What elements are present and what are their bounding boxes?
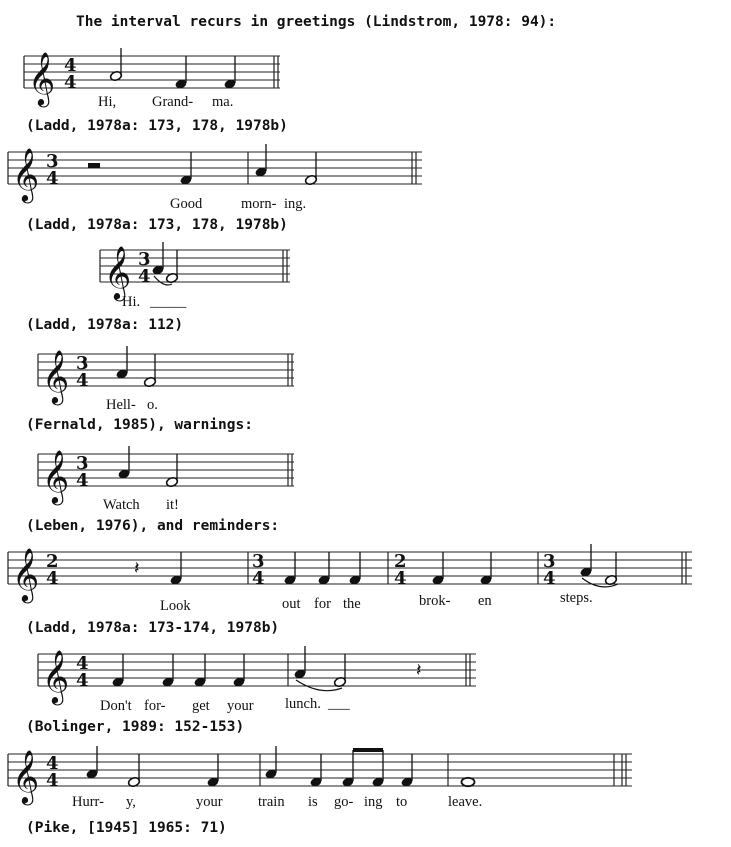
svg-text:2: 2	[394, 551, 407, 572]
lyric-syllable: y,	[126, 794, 136, 810]
music-staff-good-morning	[8, 138, 428, 201]
lyric-syllable: for	[314, 596, 331, 612]
treble-clef-icon: 𝄞	[28, 51, 56, 105]
lyric-syllable: Hi,	[98, 94, 117, 110]
citation: (Ladd, 1978a: 173, 178, 1978b)	[26, 217, 288, 233]
lyric-syllable: o.	[147, 397, 158, 413]
svg-text:4: 4	[138, 266, 151, 287]
treble-clef-icon: 𝄞	[12, 147, 40, 201]
half-rest-icon	[88, 163, 100, 168]
svg-text:4: 4	[46, 770, 59, 791]
quarter-rest-icon: 𝄽	[416, 660, 422, 681]
citation: (Leben, 1976), and reminders:	[26, 518, 280, 534]
music-staff-forget-lunch	[38, 640, 483, 703]
lyric-syllable: leave.	[448, 794, 483, 810]
svg-text:4: 4	[46, 168, 59, 189]
lyric-syllable: it!	[166, 497, 179, 513]
lyric-syllable: Don't	[100, 698, 132, 714]
citation: (Ladd, 1978a: 173-174, 1978b)	[26, 620, 280, 636]
svg-text:4: 4	[46, 568, 59, 589]
lyric-syllable: out	[282, 596, 301, 612]
music-staff-hello	[38, 340, 300, 403]
music-staff-watch-it	[38, 440, 300, 503]
svg-text:3: 3	[252, 551, 265, 572]
svg-text:3: 3	[76, 453, 89, 474]
treble-clef-icon: 𝄞	[12, 749, 40, 803]
lyric-syllable: brok-	[419, 593, 451, 609]
quarter-rest-icon: 𝄽	[134, 558, 140, 579]
lyric-syllable: your	[227, 698, 254, 714]
lyric-syllable: Grand-	[152, 94, 194, 110]
svg-text:4: 4	[64, 55, 77, 76]
svg-text:2: 2	[46, 551, 59, 572]
svg-text:4: 4	[64, 72, 77, 93]
slur	[582, 578, 618, 587]
treble-clef-icon: 𝄞	[42, 649, 70, 703]
citation: (Bolinger, 1989: 152-153)	[26, 719, 245, 735]
lyric-syllable: lunch.	[285, 696, 321, 712]
lyric-extender: _____	[150, 294, 187, 310]
music-staff-hi	[100, 236, 300, 299]
lyric-syllable: go-	[334, 794, 354, 810]
lyric-syllable: Hurr-	[72, 794, 104, 810]
lyric-syllable: Hi.	[122, 294, 141, 310]
lyric-syllable: Look	[160, 598, 191, 614]
lyric-syllable: Good	[170, 196, 203, 212]
treble-clef-icon: 𝄞	[42, 349, 70, 403]
citation: (Fernald, 1985), warnings:	[26, 417, 253, 433]
svg-text:4: 4	[394, 568, 407, 589]
lyric-syllable: for-	[144, 698, 166, 714]
svg-text:3: 3	[76, 353, 89, 374]
svg-text:4: 4	[46, 753, 59, 774]
svg-text:4: 4	[76, 470, 89, 491]
svg-text:4: 4	[543, 568, 556, 589]
svg-text:3: 3	[46, 151, 59, 172]
lyric-syllable: en	[478, 593, 492, 609]
lyric-syllable: Watch	[103, 497, 140, 513]
beam	[353, 748, 383, 752]
svg-text:3: 3	[543, 551, 556, 572]
note-whole	[462, 778, 475, 786]
lyric-syllable: is	[308, 794, 318, 810]
page-title: The interval recurs in greetings (Lindstrom, 1978: 94):	[76, 14, 557, 30]
treble-clef-icon: 𝄞	[12, 547, 40, 601]
slur	[154, 276, 172, 285]
treble-clef-icon: 𝄞	[42, 449, 70, 503]
lyric-syllable: ing	[364, 794, 383, 810]
svg-text:4: 4	[76, 653, 89, 674]
svg-text:4: 4	[76, 370, 89, 391]
citation: (Ladd, 1978a: 112)	[26, 317, 184, 333]
lyric-syllable: your	[196, 794, 223, 810]
lyric-syllable: morn-	[241, 196, 277, 212]
lyric-syllable: the	[343, 596, 361, 612]
lyric-syllable: ma.	[212, 94, 234, 110]
svg-text:4: 4	[252, 568, 265, 589]
lyric-syllable: ing.	[284, 196, 307, 212]
lyric-syllable: get	[192, 698, 210, 714]
lyric-syllable: to	[396, 794, 408, 810]
music-staff-hi-grandma	[24, 42, 294, 105]
lyric-syllable: Hell-	[106, 397, 136, 413]
treble-clef-icon: 𝄞	[104, 245, 132, 299]
lyric-syllable: steps.	[560, 590, 593, 606]
lyric-syllable: train	[258, 794, 285, 810]
lyric-extender: ___	[328, 696, 350, 712]
citation: (Pike, [1945] 1965: 71)	[26, 820, 227, 836]
citation: (Ladd, 1978a: 173, 178, 1978b)	[26, 118, 288, 134]
svg-text:3: 3	[138, 249, 151, 270]
svg-text:4: 4	[76, 670, 89, 691]
